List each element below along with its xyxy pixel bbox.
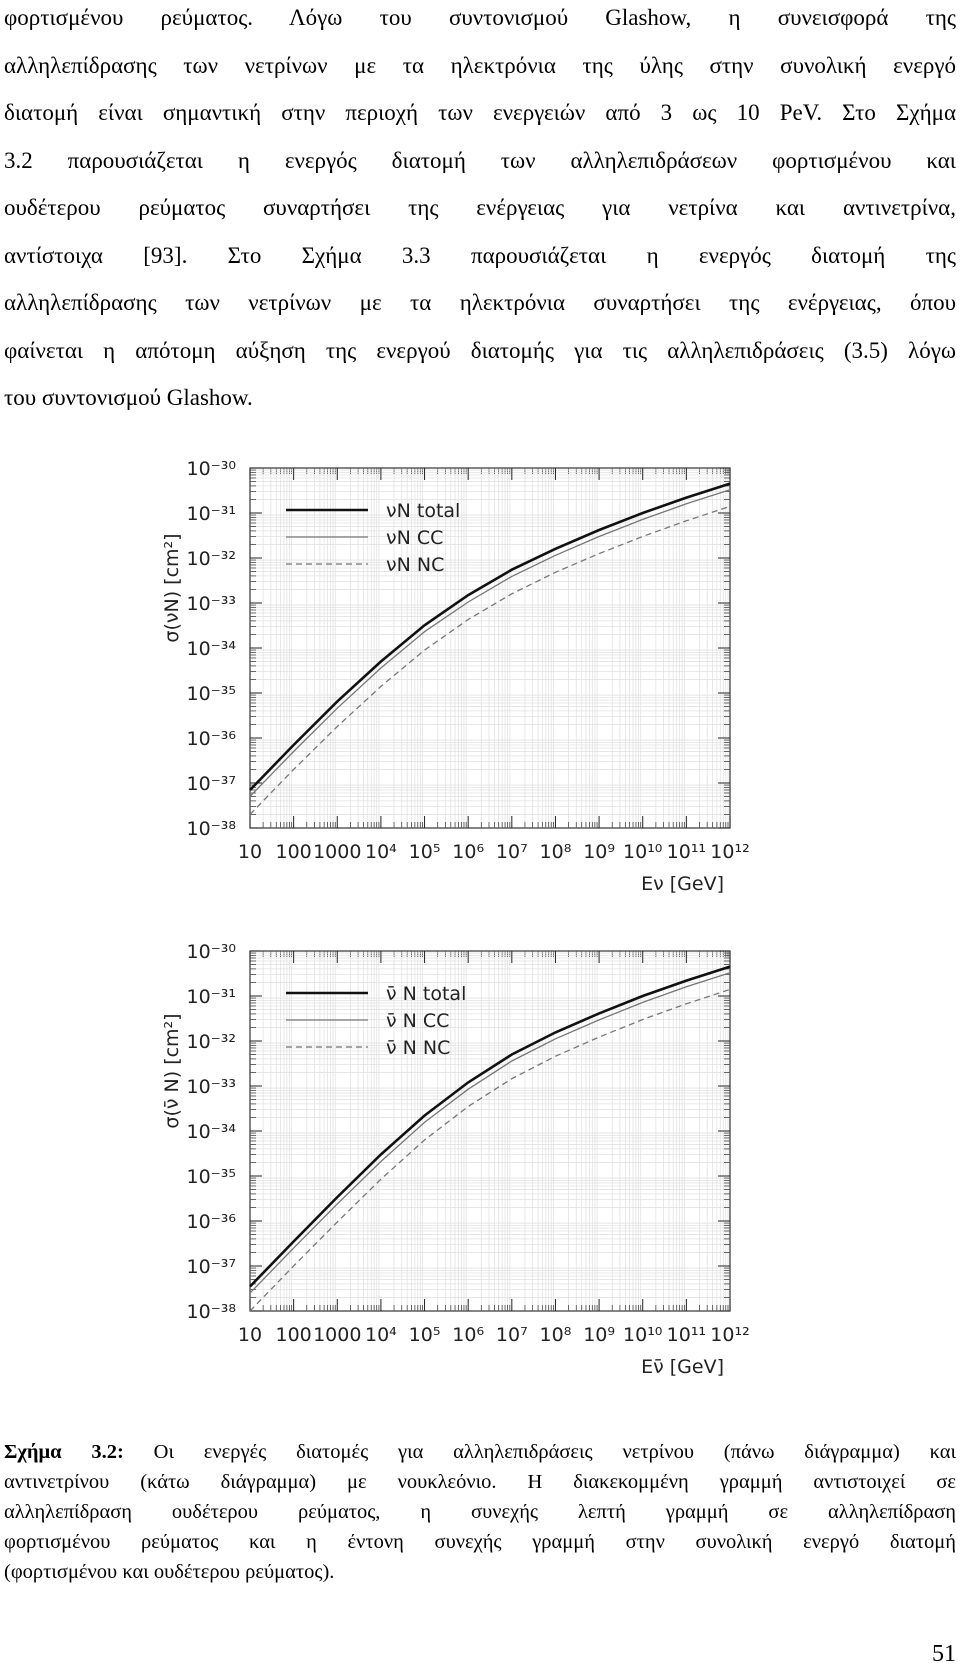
x-axis-title: Eν̄ [GeV] xyxy=(641,1356,724,1378)
x-tick-label: 10⁸ xyxy=(539,841,572,863)
y-tick-label: 10⁻³⁰ xyxy=(186,460,236,480)
y-tick-label: 10⁻³¹ xyxy=(186,986,236,1008)
series-line-1 xyxy=(250,484,730,790)
series-line-2 xyxy=(250,490,730,797)
x-tick-label: 10⁷ xyxy=(495,1324,528,1346)
legend-label: νN NC xyxy=(386,554,445,576)
legend-label: νN total xyxy=(386,500,461,522)
x-minor-grid xyxy=(263,951,728,1311)
x-axis-title: Eν [GeV] xyxy=(641,873,724,895)
caption-line xyxy=(4,1437,956,1467)
series-line-3 xyxy=(250,989,730,1311)
x-tick-label: 10¹⁰ xyxy=(623,841,663,863)
paragraph-line: του συντονισμού Glashow. xyxy=(4,385,253,410)
caption-line: αλληλεπίδραση ουδέτερου ρεύματος, η συνεχής λεπτή γραμμή σε αλληλεπίδραση xyxy=(4,1501,956,1523)
x-tick-label: 10⁹ xyxy=(583,841,615,863)
y-tick-label: 10⁻³² xyxy=(186,1031,236,1053)
y-axis-title: σ(νN) [cm²] xyxy=(161,533,183,643)
y-minor-grid xyxy=(250,470,730,814)
x-tick-label: 10⁸ xyxy=(539,1324,572,1346)
x-tick-label: 1000 xyxy=(313,1324,362,1346)
legend-label: ν̄ N total xyxy=(386,983,467,1005)
legend-label: νN CC xyxy=(386,527,444,549)
y-axis-title: σ(ν̄ N) [cm²] xyxy=(161,1013,183,1129)
x-tick-label: 10⁴ xyxy=(365,841,397,863)
legend-label: ν̄ N NC xyxy=(386,1037,451,1059)
caption-line: φορτισμένου ρεύματος και η έντονη συνεχής γραμμή στην συνολική ενεργό διατομή xyxy=(4,1531,956,1553)
x-tick-label: 1000 xyxy=(313,841,362,863)
plot-frame xyxy=(250,468,730,828)
x-tick-label: 100 xyxy=(275,1324,312,1346)
x-tick-label: 100 xyxy=(275,841,312,863)
y-tick-label: 10⁻³¹ xyxy=(186,503,236,525)
x-tick-label: 10⁶ xyxy=(452,841,485,863)
x-tick-label: 10⁶ xyxy=(452,1324,485,1346)
page-number: 51 xyxy=(932,1641,956,1667)
paragraph-line: φορτισμένου ρεύματος. Λόγω του συντονισμού Glashow, η συνεισφορά της xyxy=(4,5,956,30)
paragraph-line: αλληλεπίδρασης των νετρίνων με τα ηλεκτρόνια της ύλης στην συνολική ενεργό xyxy=(4,52,956,78)
paragraph-line: αλληλεπίδρασης των νετρίνων με τα ηλεκτρόνια συναρτήσει της ενέργειας, όπου xyxy=(4,290,956,315)
x-tick-label: 10⁷ xyxy=(495,841,528,863)
plot-frame xyxy=(250,951,730,1311)
paragraph-line: ουδέτερου ρεύματος συναρτήσει της ενέργειας για νετρίνα και αντινετρίνα, xyxy=(4,195,956,220)
x-tick-label: 10 xyxy=(237,1324,263,1346)
neutrino-cross-section-chart xyxy=(150,460,810,940)
x-tick-label: 10 xyxy=(237,841,263,863)
caption-line: αντινετρίνου (κάτω διάγραμμα) με νουκλεόνιο. Η διακεκομμένη γραμμή αντιστοιχεί σε xyxy=(4,1471,956,1493)
x-tick-label: 10¹¹ xyxy=(666,841,707,863)
body-paragraph xyxy=(4,0,956,422)
y-tick-label: 10⁻³⁴ xyxy=(186,1121,236,1143)
x-tick-label: 10⁵ xyxy=(408,1324,441,1346)
y-tick-label: 10⁻³² xyxy=(186,548,236,570)
y-tick-label: 10⁻³⁰ xyxy=(186,943,236,963)
paragraph-line: αντίστοιχα [93]. Στο Σχήμα 3.3 παρουσιάζεται η ενεργός διατομή της xyxy=(4,242,956,268)
paragraph-line: 3.2 παρουσιάζεται η ενεργός διατομή των αλληλεπιδράσεων φορτισμένου και xyxy=(4,147,956,173)
y-tick-label: 10⁻³⁵ xyxy=(186,683,236,705)
antineutrino-cross-section-chart xyxy=(150,943,810,1423)
x-tick-label: 10¹⁰ xyxy=(623,1324,663,1346)
x-tick-label: 10⁹ xyxy=(583,1324,615,1346)
x-minor-grid xyxy=(263,468,728,828)
caption-text: Οι ενεργές διατομές για αλληλεπιδράσεις νετρίνου (πάνω διάγραμμα) και xyxy=(123,1441,956,1463)
y-tick-label: 10⁻³⁷ xyxy=(186,1256,236,1278)
y-tick-label: 10⁻³⁸ xyxy=(186,818,236,840)
y-tick-label: 10⁻³³ xyxy=(186,1076,236,1098)
y-minor-grid xyxy=(250,953,730,1297)
x-tick-label: 10⁴ xyxy=(365,1324,397,1346)
legend-label: ν̄ N CC xyxy=(386,1010,450,1032)
y-tick-label: 10⁻³⁷ xyxy=(186,773,236,795)
x-tick-label: 10¹¹ xyxy=(666,1324,707,1346)
x-tick-label: 10⁵ xyxy=(408,841,441,863)
y-tick-label: 10⁻³³ xyxy=(186,593,236,615)
y-tick-label: 10⁻³⁶ xyxy=(186,1211,236,1233)
caption-label: Σχήμα 3.2: xyxy=(4,1441,124,1463)
paragraph-line: διατομή είναι σημαντική στην περιοχή των ενεργειών από 3 ως 10 PeV. Στο Σχήμα xyxy=(4,100,956,125)
figure-caption xyxy=(4,1437,956,1587)
paragraph-line: φαίνεται η απότομη αύξηση της ενεργού διατομής για τις αλληλεπιδράσεις (3.5) λόγω xyxy=(4,337,956,363)
y-tick-label: 10⁻³⁴ xyxy=(186,638,236,660)
x-tick-label: 10¹² xyxy=(710,841,750,863)
y-tick-label: 10⁻³⁸ xyxy=(186,1301,236,1323)
caption-line: (φορτισμένου και ουδέτερου ρεύματος). xyxy=(4,1561,335,1583)
y-tick-label: 10⁻³⁵ xyxy=(186,1166,236,1188)
y-tick-label: 10⁻³⁶ xyxy=(186,728,236,750)
x-tick-label: 10¹² xyxy=(710,1324,750,1346)
series-line-3 xyxy=(250,506,730,814)
